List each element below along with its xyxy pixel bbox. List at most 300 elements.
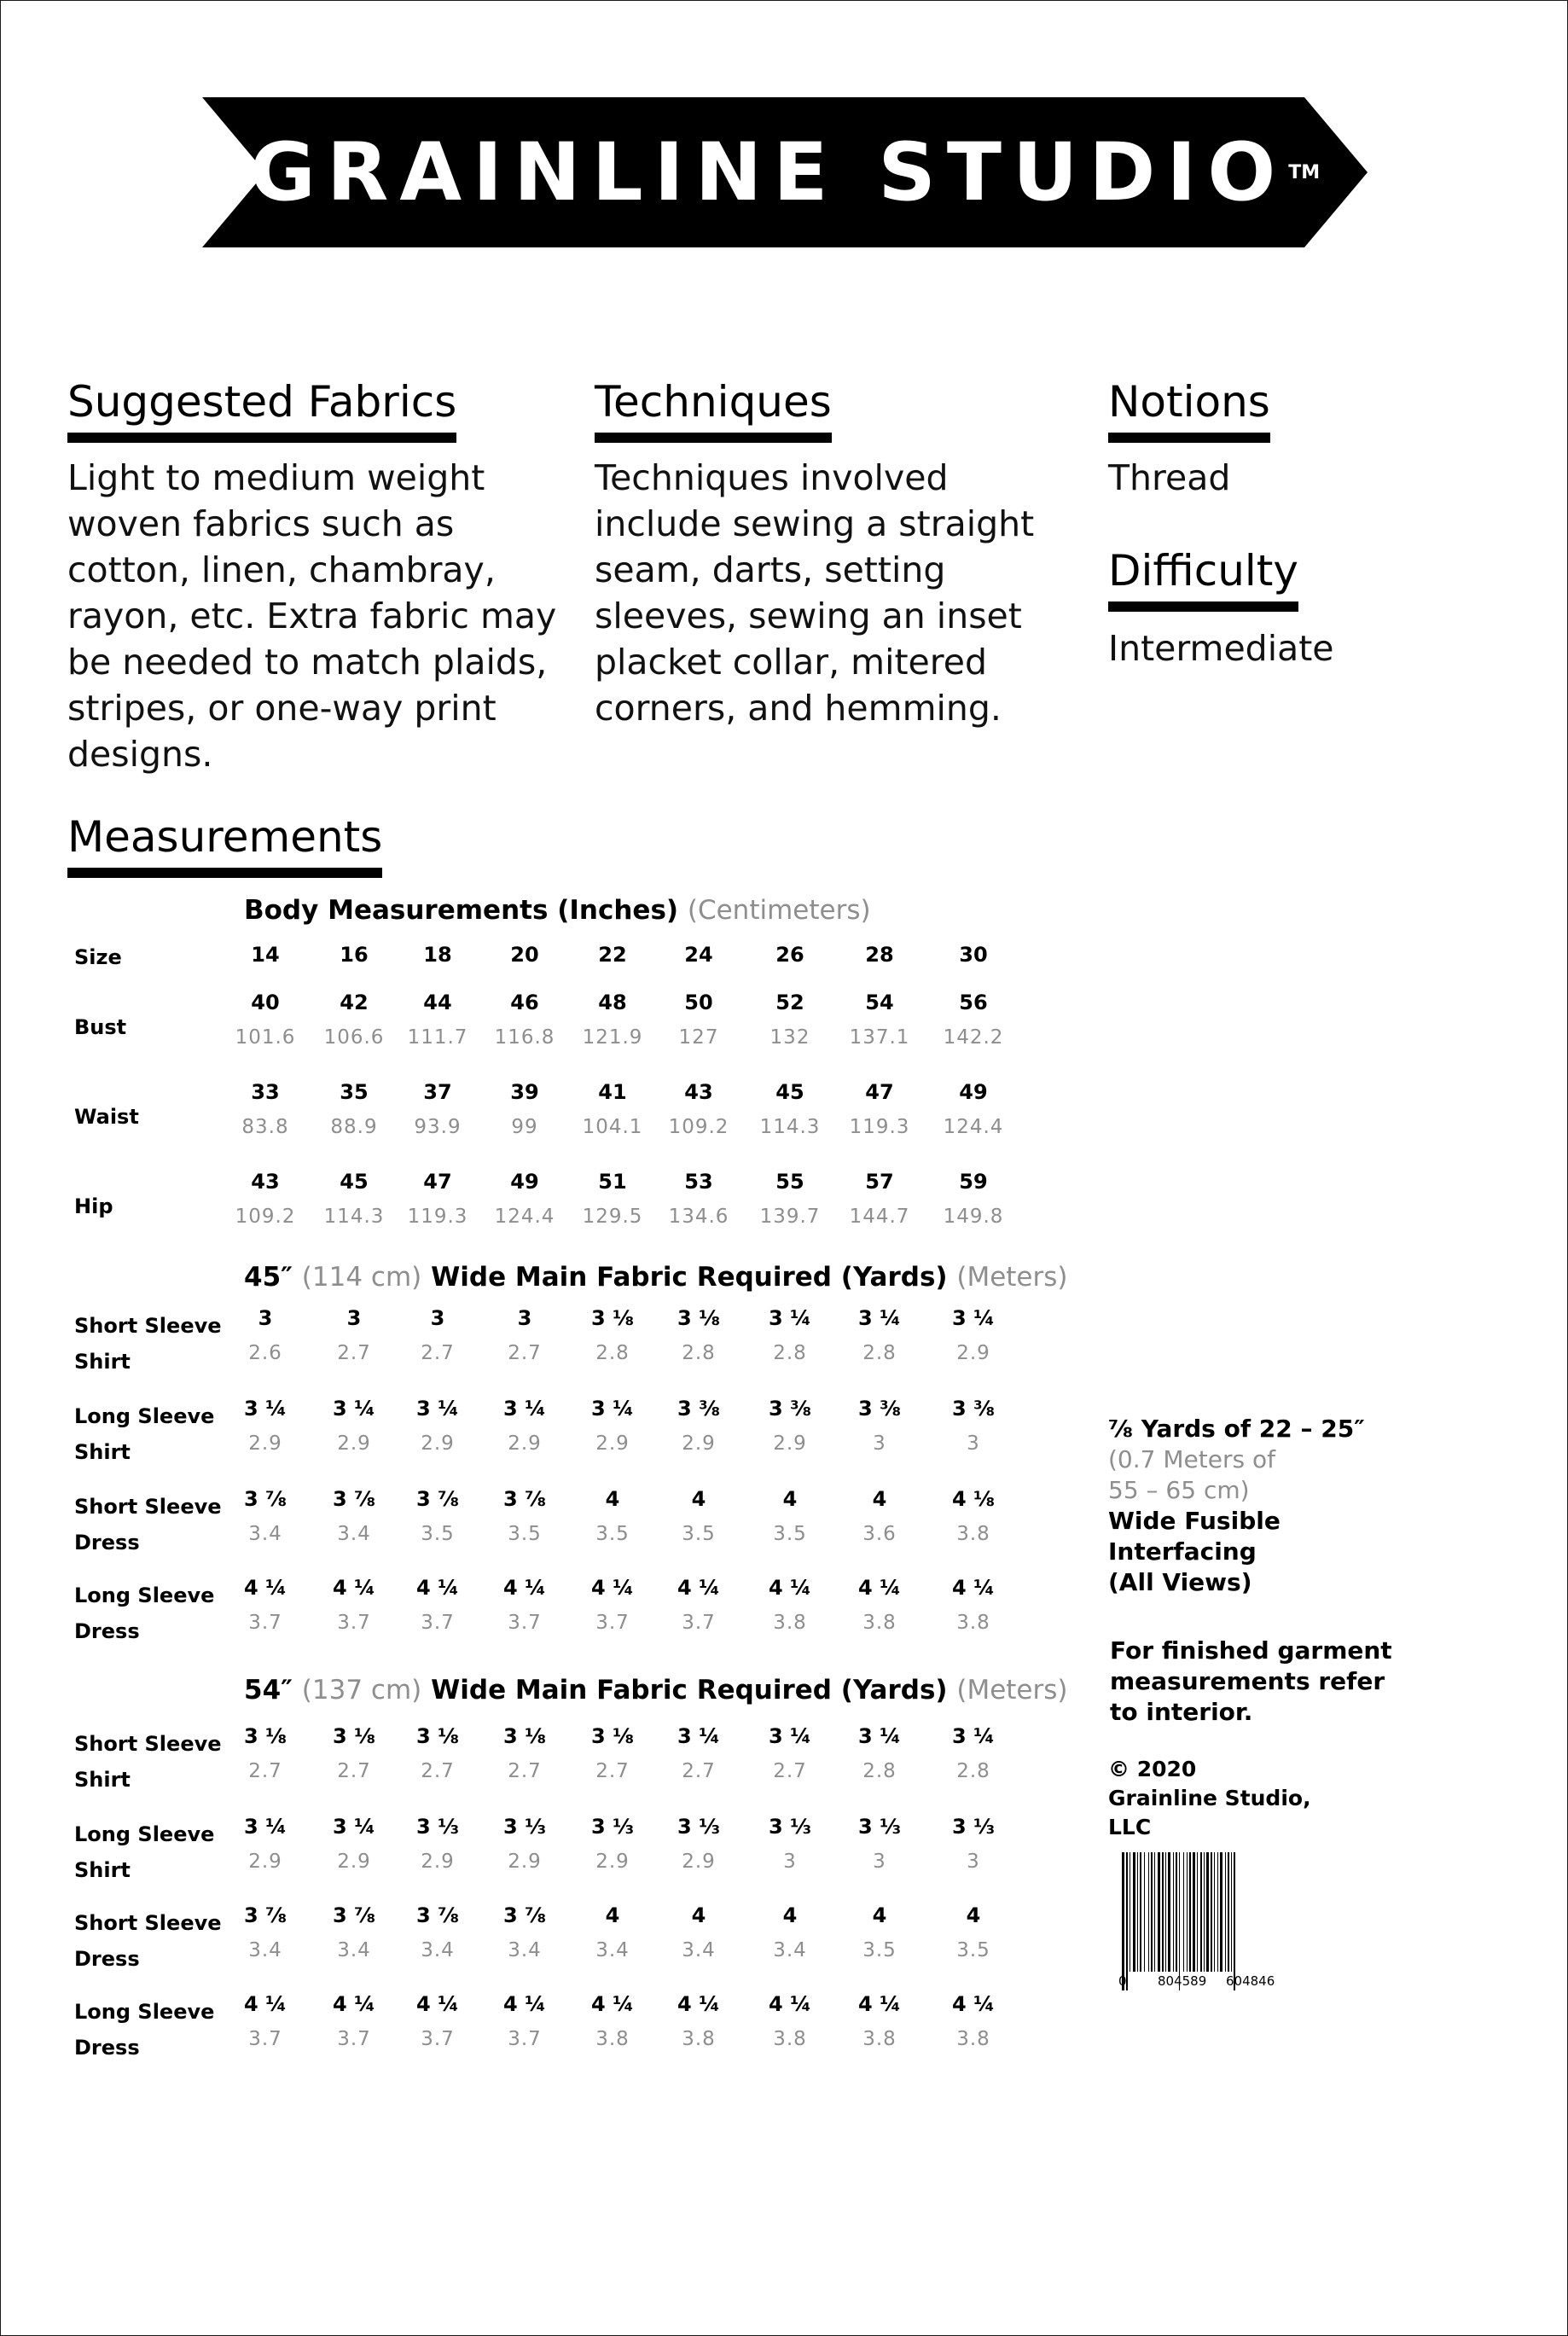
fabric-45-width-metric: (114 cm) [301, 1262, 422, 1293]
size-value: 30 [959, 943, 988, 967]
fabric-yards: 4 ¼ [244, 1576, 287, 1600]
fabric-meters: 2.7 [595, 1760, 630, 1782]
fabric-meters: 3.7 [248, 2028, 282, 2050]
fabric-yards: 3 ⅓ [769, 1815, 811, 1839]
fabric-meters: 3.5 [862, 1939, 897, 1961]
copyright-line: Grainline Studio, [1108, 1786, 1311, 1810]
fabric-meters: 3.4 [682, 1939, 716, 1961]
garment-label: Short Sleeve [74, 1314, 222, 1338]
fabric-yards: 4 [872, 1903, 887, 1927]
body-measure-cm: 109.2 [235, 1206, 296, 1228]
fabric-yards: 4 ¼ [952, 1576, 995, 1600]
fabric-meters: 3 [873, 1432, 886, 1455]
fabric-meters: 3.4 [773, 1939, 807, 1961]
barcode-digit: 0 [1118, 1973, 1127, 1989]
body-measure-cm: 132 [769, 1026, 810, 1049]
fabric-yards: 3 ⅓ [952, 1815, 995, 1839]
fabrics-line: be needed to match plaids, [67, 642, 548, 683]
fabric-meters: 3.4 [508, 1939, 542, 1961]
fabric-yards: 3 ⅛ [591, 1306, 634, 1330]
fabric-yards: 3 ⅛ [503, 1724, 546, 1748]
fabric-yards: 3 ¼ [769, 1306, 811, 1330]
fabric-yards: 4 ¼ [416, 1576, 459, 1600]
body-measure-inches: 40 [251, 991, 280, 1014]
suggested-fabrics-text [67, 455, 556, 777]
fabric-yards: 3 ⅞ [244, 1903, 287, 1927]
barcode-bar [1158, 1852, 1160, 1972]
body-measure-label: Bust [74, 1015, 127, 1039]
garment-label: Dress [74, 1947, 140, 1971]
size-value: 14 [251, 943, 280, 967]
barcode-digit: 604846 [1226, 1973, 1275, 1989]
barcode-bar [1122, 1852, 1124, 1990]
fabric-meters: 3.7 [421, 2028, 455, 2050]
finished-note-line: measurements refer [1110, 1667, 1385, 1695]
fabric-meters: 3 [967, 1432, 980, 1455]
fabric-yards: 3 ¼ [503, 1397, 546, 1421]
fabrics-line: stripes, or one-way print [67, 688, 497, 729]
fabric-yards: 4 ⅛ [952, 1487, 995, 1511]
fabric-yards: 3 [517, 1306, 532, 1330]
barcode-bar [1234, 1852, 1235, 1990]
body-measure-inches: 43 [684, 1080, 713, 1104]
garment-label: Short Sleeve [74, 1732, 222, 1756]
barcode-bar [1200, 1852, 1202, 1972]
body-measure-cm: 134.6 [668, 1206, 729, 1228]
fabric-meters: 3.7 [508, 2028, 542, 2050]
brand-banner [202, 97, 1368, 247]
fabric-yards: 4 [691, 1903, 706, 1927]
fabric-meters: 2.8 [773, 1342, 807, 1364]
fabric-meters: 3.7 [595, 1612, 630, 1634]
fabric-yards: 4 ¼ [769, 1576, 811, 1600]
fabric-yards: 3 [258, 1306, 273, 1330]
fabric-yards: 4 [691, 1487, 706, 1511]
body-measure-cm: 104.1 [582, 1116, 643, 1138]
fabric-yards: 3 ⅞ [503, 1487, 546, 1511]
fabric-yards: 3 ⅞ [333, 1487, 375, 1511]
fabric-yards: 3 ⅓ [858, 1815, 901, 1839]
fabric-yards: 3 ¼ [858, 1306, 901, 1330]
fabric-meters: 2.9 [773, 1432, 807, 1455]
fabric-meters: 3.7 [248, 1612, 282, 1634]
fabric-meters: 3.4 [421, 1939, 455, 1961]
suggested-fabrics-heading: Suggested Fabrics [67, 376, 456, 443]
fabric-yards: 4 ¼ [858, 1992, 901, 2016]
fabric-yards: 4 [966, 1903, 981, 1927]
fabric-meters: 2.7 [248, 1760, 282, 1782]
techniques-line: seam, darts, setting [595, 549, 946, 590]
fabric-yards: 3 ¼ [244, 1815, 287, 1839]
fabric-meters: 3.7 [337, 2028, 371, 2050]
body-measure-inches: 55 [775, 1170, 804, 1194]
barcode-bar [1189, 1852, 1191, 1972]
fabric-meters: 3.4 [337, 1523, 371, 1545]
fabric-meters: 2.9 [682, 1432, 716, 1455]
garment-label: Long Sleeve [74, 1404, 215, 1428]
fabric-45-title-text: Wide Main Fabric Required (Yards) [431, 1262, 948, 1293]
fabric-meters: 2.8 [595, 1342, 630, 1364]
body-measure-cm: 142.2 [943, 1026, 1004, 1049]
interfacing-text: Wide Fusible [1108, 1507, 1281, 1535]
body-measure-inches: 52 [775, 991, 804, 1014]
body-measurements-title-metric: (Centimeters) [687, 895, 871, 926]
garment-label: Dress [74, 2036, 140, 2060]
fabric-yards: 3 ⅜ [858, 1397, 901, 1421]
body-measure-cm: 83.8 [241, 1116, 289, 1138]
body-measure-cm: 106.6 [323, 1026, 385, 1049]
garment-label: Dress [74, 1531, 140, 1554]
fabric-meters: 2.8 [956, 1760, 990, 1782]
fabric-yards: 4 ¼ [333, 1576, 375, 1600]
barcode-bars [1118, 1852, 1304, 1992]
body-measure-inches: 37 [423, 1080, 452, 1104]
size-value: 18 [423, 943, 452, 967]
fabric-meters: 2.7 [337, 1342, 371, 1364]
body-measure-cm: 139.7 [759, 1206, 821, 1228]
fabric-yards: 3 ¼ [858, 1724, 901, 1748]
body-measure-cm: 111.7 [407, 1026, 468, 1049]
fabric-meters: 2.9 [508, 1432, 542, 1455]
fabric-54-title [244, 1675, 1068, 1706]
fabric-meters: 3.8 [862, 1612, 897, 1634]
body-measure-cm: 88.9 [330, 1116, 378, 1138]
barcode-bar [1140, 1852, 1141, 1972]
fabrics-line: rayon, etc. Extra fabric may [67, 596, 557, 636]
body-measure-inches: 33 [251, 1080, 280, 1104]
size-value: 20 [510, 943, 539, 967]
barcode-bar [1231, 1852, 1232, 1972]
fabric-yards: 3 ¼ [591, 1397, 634, 1421]
interfacing-metric: 55 – 65 cm) [1108, 1476, 1250, 1504]
fabric-meters: 3.8 [773, 2028, 807, 2050]
finished-note-line: For finished garment [1110, 1636, 1392, 1665]
techniques-line: corners, and hemming. [595, 688, 1002, 729]
barcode-bar [1183, 1852, 1184, 1972]
body-measure-cm: 93.9 [414, 1116, 462, 1138]
fabric-yards: 3 ¼ [952, 1306, 995, 1330]
barcode-bar [1144, 1852, 1145, 1972]
garment-label: Short Sleeve [74, 1911, 222, 1935]
fabric-yards: 3 ¼ [333, 1397, 375, 1421]
fabric-meters: 2.9 [421, 1432, 455, 1455]
barcode-bar [1225, 1852, 1226, 1972]
techniques-line: sleeves, sewing an inset [595, 596, 1022, 636]
fabric-yards: 3 ⅞ [503, 1903, 546, 1927]
fabric-meters: 2.7 [421, 1760, 455, 1782]
fabric-yards: 3 ⅛ [333, 1724, 375, 1748]
body-measure-inches: 54 [865, 991, 894, 1014]
fabric-45-width: 45″ [244, 1262, 293, 1293]
difficulty-heading: Difficulty [1108, 545, 1298, 612]
body-measure-inches: 57 [865, 1170, 894, 1194]
fabric-yards: 3 ⅛ [677, 1306, 720, 1330]
techniques-line: Techniques involved [595, 457, 949, 498]
body-measure-cm: 149.8 [943, 1206, 1004, 1228]
fabric-meters: 3.5 [956, 1939, 990, 1961]
fabric-yards: 3 ⅞ [416, 1903, 459, 1927]
fabric-yards: 4 [872, 1487, 887, 1511]
barcode-bar [1137, 1852, 1138, 1972]
techniques-text [595, 455, 1034, 731]
barcode-bar [1176, 1852, 1177, 1972]
body-measure-cm: 116.8 [494, 1026, 555, 1049]
copyright-line: © 2020 [1108, 1757, 1197, 1781]
body-measure-inches: 50 [684, 991, 713, 1014]
fabric-meters: 2.7 [682, 1760, 716, 1782]
fabric-yards: 3 ⅞ [244, 1487, 287, 1511]
fabric-yards: 4 ¼ [677, 1992, 720, 2016]
fabric-meters: 2.7 [337, 1760, 371, 1782]
interfacing-text: Interfacing [1108, 1537, 1257, 1566]
garment-label: Shirt [74, 1350, 131, 1374]
size-value: 24 [684, 943, 713, 967]
fabric-meters: 2.7 [773, 1760, 807, 1782]
fabric-meters: 2.9 [248, 1851, 282, 1873]
garment-label: Long Sleeve [74, 2000, 215, 2024]
fabric-meters: 3.4 [337, 1939, 371, 1961]
fabric-yards: 3 ⅓ [503, 1815, 546, 1839]
barcode-bar [1214, 1852, 1215, 1972]
fabric-meters: 3.5 [595, 1523, 630, 1545]
body-measure-cm: 101.6 [235, 1026, 296, 1049]
barcode-bar [1220, 1852, 1222, 1972]
garment-label: Shirt [74, 1440, 131, 1464]
fabric-54-title-metric: (Meters) [956, 1675, 1068, 1706]
body-measure-cm: 124.4 [494, 1206, 555, 1228]
fabric-meters: 3.7 [682, 1612, 716, 1634]
body-measure-cm: 127 [678, 1026, 719, 1049]
fabric-meters: 2.7 [508, 1342, 542, 1364]
interfacing-note [1108, 1414, 1432, 1598]
fabric-54-width-metric: (137 cm) [301, 1675, 422, 1706]
body-measure-label: Waist [74, 1105, 139, 1129]
fabric-meters: 2.8 [862, 1760, 897, 1782]
fabric-yards: 4 ¼ [858, 1576, 901, 1600]
fabric-meters: 3 [783, 1851, 797, 1873]
fabric-meters: 2.9 [508, 1851, 542, 1873]
barcode-digit: 804589 [1158, 1973, 1207, 1989]
fabric-yards: 3 ¼ [244, 1397, 287, 1421]
garment-label: Long Sleeve [74, 1822, 215, 1846]
body-measurements-title [244, 895, 871, 926]
body-measure-cm: 137.1 [849, 1026, 910, 1049]
barcode-bar [1126, 1852, 1128, 1990]
body-measure-inches: 49 [959, 1080, 988, 1104]
fabric-45-title [244, 1262, 1068, 1293]
barcode-bar [1206, 1852, 1209, 1972]
size-value: 28 [865, 943, 894, 967]
copyright-line: LLC [1108, 1815, 1152, 1839]
fabric-yards: 3 ⅜ [952, 1397, 995, 1421]
fabric-yards: 3 ¼ [952, 1724, 995, 1748]
fabric-yards: 3 ⅓ [416, 1815, 459, 1839]
body-measure-cm: 121.9 [582, 1026, 643, 1049]
fabrics-line: cotton, linen, chambray, [67, 549, 496, 590]
body-measure-inches: 44 [423, 991, 452, 1014]
fabric-yards: 4 ¼ [333, 1992, 375, 2016]
size-label: Size [74, 945, 122, 969]
trademark-mark: TM [1288, 161, 1321, 183]
body-measure-cm: 129.5 [582, 1206, 643, 1228]
body-measure-inches: 39 [510, 1080, 539, 1104]
body-measure-label: Hip [74, 1194, 113, 1218]
fabric-yards: 3 ⅛ [416, 1724, 459, 1748]
garment-label: Short Sleeve [74, 1495, 222, 1519]
fabric-yards: 3 ¼ [769, 1724, 811, 1748]
fabric-yards: 4 ¼ [591, 1576, 634, 1600]
fabric-meters: 3.5 [421, 1523, 455, 1545]
fabric-yards: 4 [782, 1487, 798, 1511]
body-measure-cm: 114.3 [323, 1206, 385, 1228]
barcode-bar [1165, 1852, 1166, 1972]
fabric-yards: 4 ¼ [244, 1992, 287, 2016]
body-measure-cm: 144.7 [849, 1206, 910, 1228]
body-measure-cm: 119.3 [849, 1116, 910, 1138]
fabric-yards: 3 ⅜ [769, 1397, 811, 1421]
fabric-meters: 2.9 [421, 1851, 455, 1873]
fabric-yards: 3 [346, 1306, 362, 1330]
barcode [1118, 1852, 1304, 1992]
fabric-meters: 2.8 [682, 1342, 716, 1364]
fabric-yards: 4 ¼ [503, 1992, 546, 2016]
fabric-meters: 3 [967, 1851, 980, 1873]
body-measure-inches: 35 [340, 1080, 369, 1104]
fabric-meters: 2.9 [337, 1851, 371, 1873]
fabric-meters: 2.9 [956, 1342, 990, 1364]
fabric-54-width: 54″ [244, 1675, 293, 1706]
techniques-line: placket collar, mitered [595, 642, 987, 683]
interfacing-text: (All Views) [1108, 1568, 1252, 1596]
body-measure-inches: 45 [775, 1080, 804, 1104]
body-measure-inches: 56 [959, 991, 988, 1014]
fabric-yards: 4 [605, 1903, 620, 1927]
fabric-yards: 3 ⅞ [416, 1487, 459, 1511]
fabric-yards: 3 ⅛ [244, 1724, 287, 1748]
fabrics-line: woven fabrics such as [67, 503, 455, 544]
barcode-bar [1162, 1852, 1164, 1972]
fabric-meters: 3.6 [862, 1523, 897, 1545]
techniques-heading: Techniques [595, 376, 832, 443]
barcode-bar [1133, 1852, 1135, 1972]
body-measure-cm: 119.3 [407, 1206, 468, 1228]
fabrics-line: designs. [67, 734, 213, 775]
barcode-bar [1179, 1852, 1180, 1990]
fabric-yards: 3 [430, 1306, 445, 1330]
size-value: 16 [340, 943, 369, 967]
difficulty-text: Intermediate [1108, 628, 1334, 669]
fabric-yards: 3 ⅛ [591, 1724, 634, 1748]
fabric-meters: 3.8 [595, 2028, 630, 2050]
body-measure-inches: 47 [423, 1170, 452, 1194]
barcode-bar [1173, 1852, 1174, 1972]
fabric-meters: 2.9 [682, 1851, 716, 1873]
fabric-yards: 4 ¼ [503, 1576, 546, 1600]
fabric-yards: 4 ¼ [952, 1992, 995, 2016]
body-measure-cm: 124.4 [943, 1116, 1004, 1138]
fabric-meters: 3.8 [956, 1612, 990, 1634]
finished-note-line: to interior. [1110, 1698, 1253, 1726]
garment-label: Shirt [74, 1768, 131, 1792]
fabric-meters: 3.8 [956, 1523, 990, 1545]
body-measure-inches: 41 [598, 1080, 627, 1104]
body-measurements-title-text: Body Measurements (Inches) [244, 895, 679, 926]
fabric-meters: 3.5 [773, 1523, 807, 1545]
barcode-bar [1197, 1852, 1198, 1972]
fabric-meters: 3.4 [248, 1939, 282, 1961]
fabric-yards: 3 ⅜ [677, 1397, 720, 1421]
garment-label: Long Sleeve [74, 1583, 215, 1607]
fabric-meters: 3.4 [248, 1523, 282, 1545]
fabric-meters: 3.7 [421, 1612, 455, 1634]
barcode-bar [1228, 1852, 1229, 1972]
brand-name-text: GRAINLINE STUDIO [249, 125, 1287, 219]
fabric-meters: 2.7 [508, 1760, 542, 1782]
body-measure-inches: 46 [510, 991, 539, 1014]
fabric-meters: 3.8 [682, 2028, 716, 2050]
barcode-bar [1151, 1852, 1153, 1972]
body-measure-inches: 49 [510, 1170, 539, 1194]
body-measure-inches: 51 [598, 1170, 627, 1194]
fabric-meters: 3.5 [508, 1523, 542, 1545]
copyright-note [1108, 1755, 1432, 1842]
techniques-line: include sewing a straight [595, 503, 1035, 544]
fabric-meters: 3.7 [337, 1612, 371, 1634]
fabric-meters: 2.9 [248, 1432, 282, 1455]
fabric-yards: 4 ¼ [677, 1576, 720, 1600]
body-measure-inches: 48 [598, 991, 627, 1014]
body-measure-inches: 42 [340, 991, 369, 1014]
barcode-bar [1154, 1852, 1155, 1972]
body-measure-inches: 53 [684, 1170, 713, 1194]
fabric-meters: 2.7 [421, 1342, 455, 1364]
brand-name [202, 97, 1368, 247]
fabric-meters: 3.8 [956, 2028, 990, 2050]
fabric-meters: 2.9 [595, 1432, 630, 1455]
fabric-yards: 3 ¼ [677, 1724, 720, 1748]
fabric-meters: 3 [873, 1851, 886, 1873]
body-measure-cm: 109.2 [668, 1116, 729, 1138]
garment-label: Dress [74, 1619, 140, 1643]
fabric-yards: 4 ¼ [416, 1992, 459, 2016]
barcode-bar [1217, 1852, 1218, 1972]
fabric-meters: 3.5 [682, 1523, 716, 1545]
fabric-yards: 4 [605, 1487, 620, 1511]
fabric-yards: 3 ¼ [333, 1815, 375, 1839]
fabric-meters: 3.8 [773, 1612, 807, 1634]
size-value: 26 [775, 943, 804, 967]
size-value: 22 [598, 943, 627, 967]
fabric-meters: 2.8 [862, 1342, 897, 1364]
barcode-bar [1193, 1852, 1195, 1972]
body-measure-inches: 59 [959, 1170, 988, 1194]
fabric-yards: 4 [782, 1903, 798, 1927]
body-measure-inches: 47 [865, 1080, 894, 1104]
notions-heading: Notions [1108, 376, 1270, 443]
fabric-meters: 2.9 [595, 1851, 630, 1873]
fabric-yards: 4 ¼ [591, 1992, 634, 2016]
body-measure-cm: 114.3 [759, 1116, 821, 1138]
barcode-bar [1211, 1852, 1212, 1972]
barcode-bar [1168, 1852, 1170, 1972]
barcode-bar [1187, 1852, 1188, 1972]
measurements-heading: Measurements [67, 811, 382, 878]
fabric-meters: 2.6 [248, 1342, 282, 1364]
fabric-yards: 3 ¼ [416, 1397, 459, 1421]
finished-measurements-note [1110, 1636, 1434, 1728]
fabric-54-title-text: Wide Main Fabric Required (Yards) [431, 1675, 948, 1706]
fabric-yards: 4 ¼ [769, 1992, 811, 2016]
